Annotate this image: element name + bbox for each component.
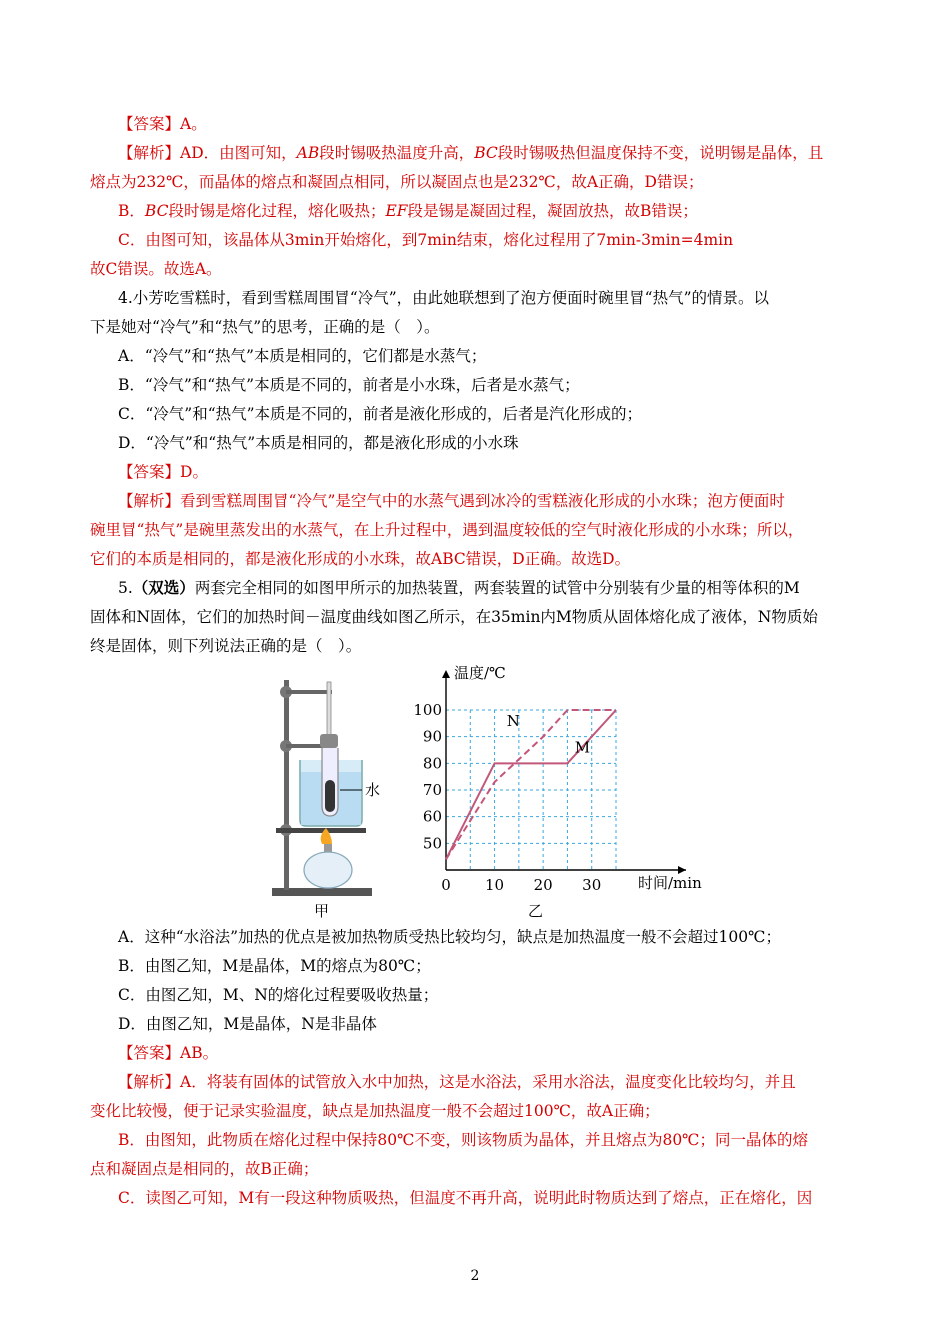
question-5-line3: 终是固体，则下列说法正确的是（ ）。: [90, 637, 362, 655]
question-5-option-d: D．由图乙知，M是晶体，N是非晶体: [118, 1015, 377, 1033]
x-axis-arrow: [678, 866, 686, 874]
apparatus-caption: 甲: [314, 902, 330, 920]
answer-q3: 【答案】A。: [118, 115, 207, 133]
figure: [262, 660, 722, 920]
gauze-ring: [276, 828, 366, 833]
question-4-option-a: A．“冷气”和“热气”本质是相同的，它们都是水蒸气；: [118, 347, 487, 365]
question-4-option-b: B．“冷气”和“热气”本质是不同的，前者是小水珠，后者是水蒸气；: [118, 376, 580, 394]
y-tick-label: 90: [422, 727, 442, 746]
chart-caption: 乙: [528, 902, 544, 920]
explanation-q5-line3: B．由图知，此物质在熔化过程中保持80℃不变，则该物质为晶体，并且熔点为80℃；同一晶体的熔: [118, 1131, 809, 1149]
question-5-option-a: A．这种“水浴法”加热的优点是被加热物质受热比较均匀，缺点是加热温度一般不会超过100℃；: [118, 928, 781, 946]
explanation-q5-line5: C．读图乙可知，M有一段这种物质吸热，但温度不再升高，说明此时物质达到了熔点，正在熔化，因: [118, 1189, 813, 1207]
question-4-line1: 4.小芳吃雪糕时，看到雪糕周围冒“冷气”，由此她联想到了泡方便面时碗里冒“热气”的情景。以: [118, 289, 769, 307]
answer-q5: 【答案】AB。: [118, 1044, 219, 1062]
y-tick-label: 60: [422, 807, 442, 826]
y-axis-label: 温度/℃: [454, 664, 506, 682]
explanation-q3-line1: 【解析】AD．由图可知，AB段时锡吸热温度升高，BC段时锡吸热但温度保持不变，说明锡是晶体，且: [118, 144, 824, 162]
x-tick-label: 30: [582, 876, 602, 894]
series-M-line: [446, 710, 616, 859]
y-tick-label: 100: [413, 701, 442, 719]
explanation-q4-line1: 【解析】看到雪糕周围冒“冷气”是空气中的水蒸气遇到冰冷的雪糕液化形成的小水珠；泡方便面时: [118, 492, 785, 510]
explanation-q5-line4: 点和凝固点是相同的，故B正确；: [90, 1160, 319, 1178]
x-tick-label: 20: [533, 876, 553, 894]
question-5-line1: 5.（双选）两套完全相同的如图甲所示的加热装置，两套装置的试管中分别装有少量的相等体积的M: [118, 578, 800, 597]
question-5-line2: 固体和N固体，它们的加热时间－温度曲线如图乙所示，在35min内M物质从固体熔化成了液体，N物质始: [90, 608, 818, 626]
y-axis-arrow: [442, 670, 450, 678]
explanation-q3-line2: 熔点为232℃，而晶体的熔点和凝固点相同，所以凝固点也是232℃，故A正确，D错误；: [90, 173, 704, 191]
water-label: 水: [365, 781, 381, 799]
explanation-q5-line2: 变化比较慢，便于记录实验温度，缺点是加热温度一般不会超过100℃，故A正确；: [90, 1102, 660, 1120]
question-4-option-c: C．“冷气”和“热气”本质是不同的，前者是液化形成的，后者是汽化形成的；: [118, 405, 643, 423]
figure-svg: [262, 660, 722, 920]
x-axis-label: 时间/min: [638, 874, 702, 892]
stand-rod: [284, 680, 289, 890]
x-tick-label: 10: [485, 876, 505, 894]
explanation-q3-line4: C．由图可知，该晶体从3min开始熔化，到7min结束，熔化过程用了7min-3min=4min: [118, 231, 734, 249]
explanation-q4-line3: 它们的本质是相同的，都是液化形成的小水珠，故ABC错误，D正确。故选D。: [90, 550, 631, 568]
question-4-line2: 下是她对“冷气”和“热气”的思考，正确的是（ ）。: [90, 318, 440, 336]
explanation-q3-line3: B．BC段时锡是熔化过程，熔化吸热；EF段是锡是凝固过程，凝固放热，故B错误；: [118, 202, 698, 220]
y-tick-label: 70: [422, 781, 442, 799]
page-number: 2: [470, 1268, 480, 1284]
answer-q4: 【答案】D。: [118, 463, 208, 481]
question-4-option-d: D．“冷气”和“热气”本质是相同的，都是液化形成的小水珠: [118, 434, 519, 452]
x-tick-label: 0: [441, 876, 451, 894]
series-label-M: M: [574, 738, 591, 757]
heating-apparatus: [272, 680, 380, 920]
explanation-q4-line2: 碗里冒“热气”是碗里蒸发出的水蒸气，在上升过程中，遇到温度较低的空气时液化形成的小水珠；所以，: [90, 521, 804, 539]
question-5-option-b: B．由图乙知，M是晶体，M的熔点为80℃；: [118, 957, 431, 975]
y-tick-label: 80: [422, 754, 442, 773]
alcohol-lamp: [304, 852, 352, 888]
explanation-q3-line5: 故C错误。故选A。: [90, 260, 222, 278]
series-label-N: N: [506, 712, 520, 730]
question-5-option-c: C．由图乙知，M、N的熔化过程要吸收热量；: [118, 986, 439, 1004]
temp-time-chart: [413, 664, 702, 920]
y-tick-label: 50: [422, 834, 442, 853]
explanation-q5-line1: 【解析】A．将装有固体的试管放入水中加热，这是水浴法，采用水浴法，温度变化比较均匀，并且: [118, 1073, 796, 1091]
series-N-line: [446, 710, 616, 859]
